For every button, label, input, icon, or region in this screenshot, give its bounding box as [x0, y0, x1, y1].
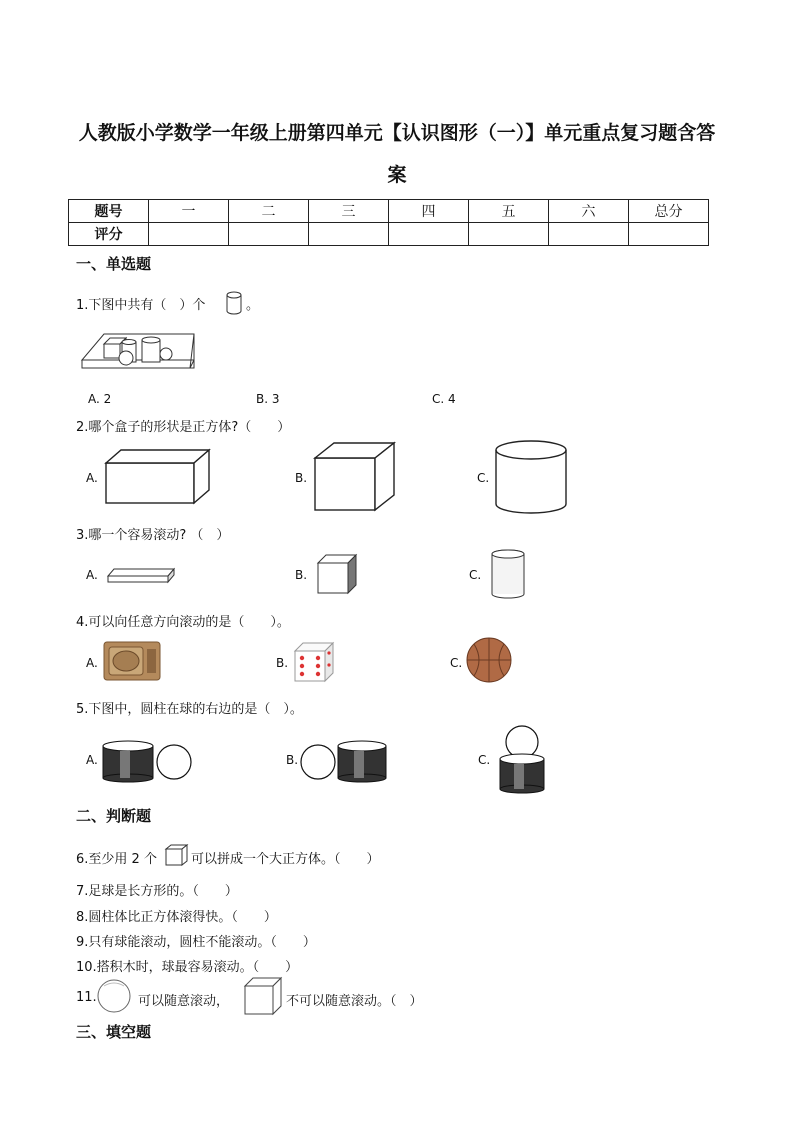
section-title-single-choice: 一、单选题: [76, 255, 152, 273]
question-3-option-c[interactable]: C.: [469, 568, 482, 582]
table-cell-empty: [629, 223, 709, 246]
question-10: 10.搭积木时，球最容易滚动。（ ）: [76, 960, 299, 975]
score-table-header-row: [69, 200, 709, 223]
question-5-option-c[interactable]: C.: [478, 753, 491, 767]
table-cell-empty: [309, 223, 389, 246]
ball-on-cylinder-picture: [498, 725, 548, 795]
table-cell: 四: [389, 200, 469, 223]
question-8: 8.圆柱体比正方体滚得快。（ ）: [76, 910, 277, 925]
small-cube-icon: [164, 843, 190, 867]
section-title-true-false: 二、判断题: [76, 807, 152, 825]
table-cell-empty: [149, 223, 229, 246]
cube-block-picture: [316, 553, 360, 597]
table-cell-empty: [549, 223, 629, 246]
table-cell: 三: [309, 200, 389, 223]
table-cell: 二: [229, 200, 309, 223]
question-6-stem: 6.至少用 2 个: [76, 852, 157, 867]
question-2-option-a[interactable]: A.: [86, 471, 98, 485]
table-cell: 总分: [629, 200, 709, 223]
question-3-option-b[interactable]: B.: [295, 568, 308, 582]
cylinder-icon: [224, 291, 244, 315]
question-4-option-b[interactable]: B.: [276, 656, 289, 670]
question-9: 9.只有球能滚动，圆柱不能滚动。（ ）: [76, 935, 316, 950]
cylinder-block-picture: [490, 549, 526, 599]
table-cell: 六: [549, 200, 629, 223]
question-5-option-a[interactable]: A.: [86, 753, 98, 767]
question-11-number: 11.: [76, 990, 97, 1005]
question-2-stem: 2.哪个盒子的形状是正方体?（ ）: [76, 420, 291, 435]
flat-block-picture: [106, 568, 176, 584]
cube-icon: [243, 976, 285, 1016]
table-cell-empty: [389, 223, 469, 246]
question-4-stem: 4.可以向任意方向滚动的是（ ）。: [76, 615, 290, 630]
question-11-stem-end: 不可以随意滚动。（ ）: [286, 994, 423, 1009]
question-1-stem-end: 。: [246, 298, 260, 313]
question-3-option-a[interactable]: A.: [86, 568, 98, 582]
cuboid-box-picture: [105, 449, 211, 505]
question-4-option-c[interactable]: C.: [450, 656, 463, 670]
ball-then-cylinder-picture: [300, 740, 390, 782]
cylinder-box-picture: [494, 440, 568, 516]
shapes-on-board-picture: [82, 334, 196, 378]
dice-picture: [293, 641, 335, 683]
cube-box-picture: [314, 442, 398, 512]
question-1-option-a[interactable]: A. 2: [88, 392, 112, 406]
question-4-option-a[interactable]: A.: [86, 656, 98, 670]
table-cell-empty: [469, 223, 549, 246]
radio-picture: [103, 641, 161, 681]
table-cell: 五: [469, 200, 549, 223]
question-11-stem: 可以随意滚动，: [138, 994, 230, 1009]
question-7: 7.足球是长方形的。（ ）: [76, 884, 238, 899]
score-table: [68, 199, 709, 246]
question-6-stem-end: 可以拼成一个大正方体。（ ）: [191, 852, 380, 867]
table-cell-empty: [229, 223, 309, 246]
question-5-stem: 5.下图中，圆柱在球的右边的是（ ）。: [76, 702, 303, 717]
page-title-continued: 案: [387, 164, 407, 186]
section-title-fill-in: 三、填空题: [76, 1023, 152, 1041]
question-3-stem: 3.哪一个容易滚动? （ ）: [76, 528, 230, 543]
question-1-option-c[interactable]: C. 4: [432, 392, 456, 406]
question-5-option-b[interactable]: B.: [286, 753, 299, 767]
page-title: 人教版小学数学一年级上册第四单元【认识图形（一）】单元重点复习题含答: [78, 122, 716, 144]
question-1-option-b[interactable]: B. 3: [256, 392, 280, 406]
ball-icon: [96, 978, 134, 1014]
question-2-option-c[interactable]: C.: [477, 471, 490, 485]
question-2-option-b[interactable]: B.: [295, 471, 308, 485]
basketball-picture: [466, 637, 512, 683]
cylinder-then-ball-picture: [102, 740, 194, 782]
table-cell: 评分: [69, 223, 149, 246]
question-1-stem: 1.下图中共有（ ）个: [76, 298, 206, 313]
score-table-score-row: [69, 223, 709, 246]
table-cell: 一: [149, 200, 229, 223]
table-cell: 题号: [69, 200, 149, 223]
